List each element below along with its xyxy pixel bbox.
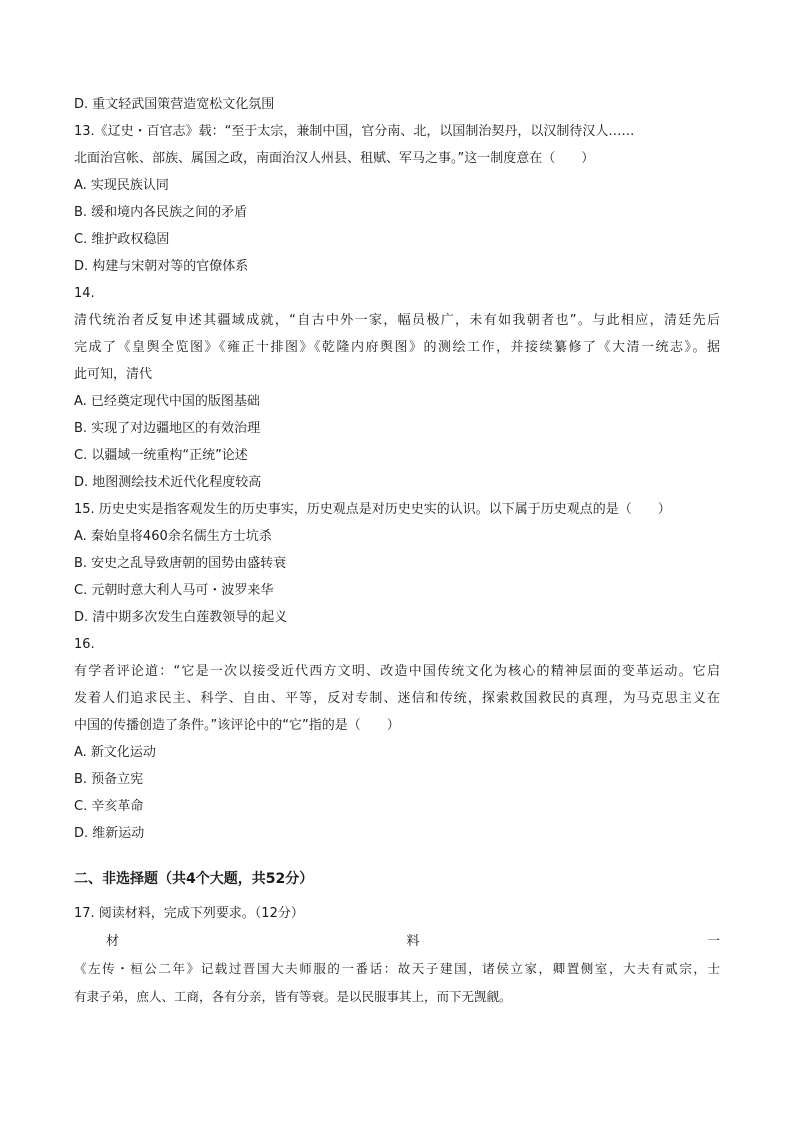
q16-option-b: B. 预备立宪 <box>74 772 144 787</box>
q16-option-c: C. 辛亥革命 <box>74 799 144 814</box>
q13-option-d: D. 构建与宋朝对等的官僚体系 <box>74 259 249 274</box>
material-heading-char2: 料 <box>406 934 420 949</box>
q16-stem-line2: 发着人们追求民主、科学、自由、平等，反对专制、迷信和传统，探索救国救民的真理，为马克思主义在 <box>74 691 720 706</box>
q13-option-c: C. 维护政权稳固 <box>74 232 170 247</box>
q13-stem-line2: 北面治宫帐、部族、属国之政，南面治汉人州县、租赋、军马之事。”这一制度意在（ ） <box>74 151 595 166</box>
q13-stem-line1: 13.《辽史・百官志》载：“至于太宗，兼制中国，官分南、北，以国制治契丹，以汉制待汉人…… <box>74 124 635 139</box>
q14-stem-line1: 清代统治者反复申述其疆域成就，“自古中外一家，幅员极广，未有如我朝者也”。与此相应，清廷先后 <box>74 313 720 328</box>
q14-stem-line2: 完成了《皇舆全览图》《雍正十排图》《乾隆内府舆图》的测绘工作，并接续纂修了《大清一统志》。据 <box>74 340 720 355</box>
q15-option-c: C. 元朝时意大利人马可・波罗来华 <box>74 583 274 598</box>
q14-option-d: D. 地图测绘技术近代化程度较高 <box>74 475 262 490</box>
q15-stem: 15. 历史史实是指客观发生的历史事实，历史观点是对历史史实的认识。以下属于历史观点的是（ ） <box>74 502 671 517</box>
q16-number: 16. <box>74 637 95 652</box>
q14-number: 14. <box>74 286 95 301</box>
q15-option-a: A. 秦始皇将460余名儒生方士坑杀 <box>74 529 272 544</box>
q17-stem: 17. 阅读材料，完成下列要求。（12分） <box>74 906 304 921</box>
q13-option-a: A. 实现民族认同 <box>74 178 169 193</box>
material-line1: 《左传・桓公二年》记载过晋国大夫师服的一番话：故天子建国，诸侯立家，卿置侧室，大夫有贰宗，士 <box>74 961 720 976</box>
material-heading-char3: 一 <box>706 934 720 949</box>
q15-option-b: B. 安史之乱导致唐朝的国势由盛转衰 <box>74 556 287 571</box>
section-title: 二、非选择题（共4个大题，共52分） <box>74 871 314 887</box>
q16-option-d: D. 维新运动 <box>74 826 145 841</box>
q14-stem-line3: 此可知，清代 <box>74 367 153 382</box>
q14-option-c: C. 以疆域一统重构“正统”论述 <box>74 448 248 463</box>
q13-option-b: B. 缓和境内各民族之间的矛盾 <box>74 205 248 220</box>
material-line2: 有隶子弟，庶人、工商，各有分亲，皆有等衰。是以民服事其上，而下无觊觎。 <box>74 989 512 1004</box>
q12-option-d: D. 重文轻武国策营造宽松文化氛围 <box>74 97 275 112</box>
material-heading <box>74 933 720 951</box>
q16-option-a: A. 新文化运动 <box>74 745 156 760</box>
q14-option-a: A. 已经奠定现代中国的版图基础 <box>74 394 260 409</box>
q16-stem-line3: 中国的传播创造了条件。”该评论中的“它”指的是（ ） <box>74 718 400 733</box>
q15-option-d: D. 清中期多次发生白莲教领导的起义 <box>74 610 288 625</box>
q14-option-b: B. 实现了对边疆地区的有效治理 <box>74 421 261 436</box>
material-heading-char1: 材 <box>106 934 120 949</box>
q16-stem-line1: 有学者评论道：“它是一次以接受近代西方文明、改造中国传统文化为核心的精神层面的变革运动。它启 <box>74 664 720 679</box>
